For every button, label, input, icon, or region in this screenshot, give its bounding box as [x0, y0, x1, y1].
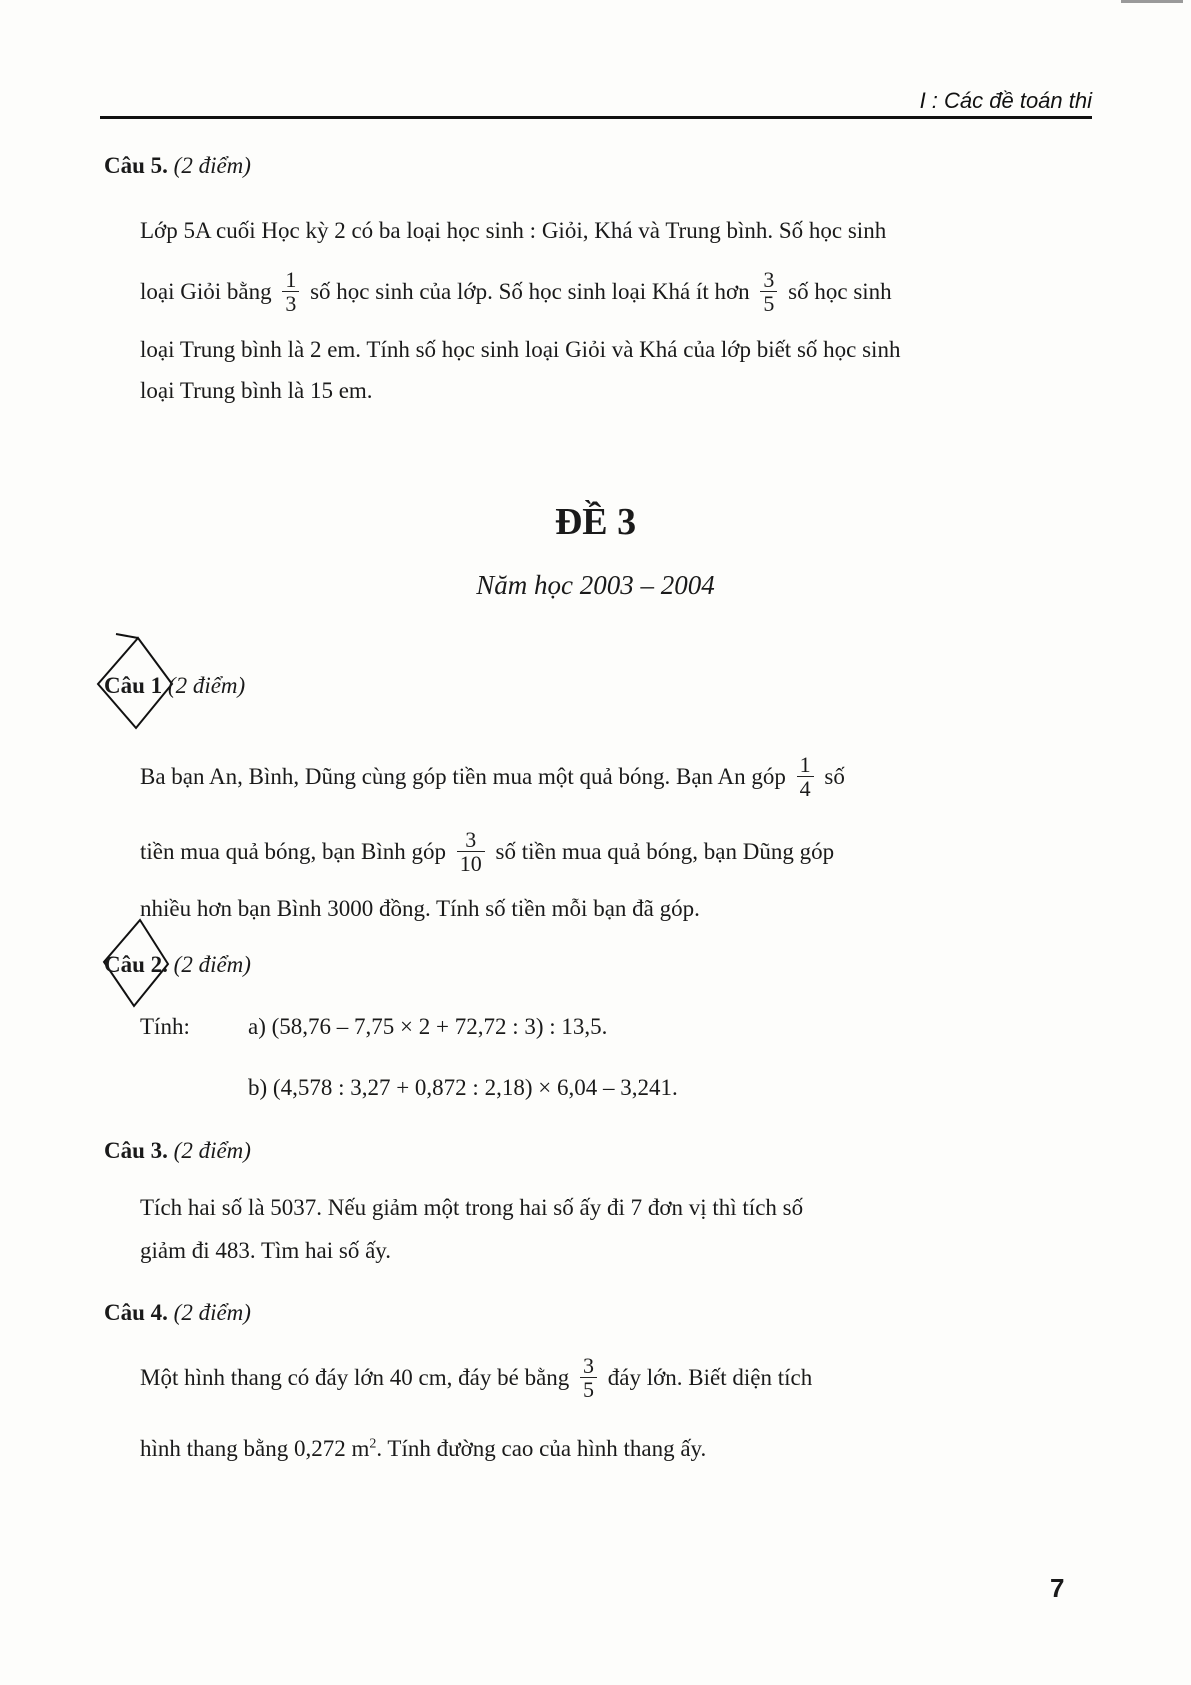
fraction-numerator: 1	[282, 268, 299, 292]
fraction	[580, 1354, 597, 1401]
q1-line-2	[140, 827, 835, 877]
fraction	[282, 268, 299, 315]
text-span: Ba bạn An, Bình, Dũng cùng góp tiền mua một quả bóng. Bạn An góp	[140, 763, 786, 789]
text-span: số học sinh	[788, 278, 892, 304]
fraction	[760, 268, 777, 315]
fraction	[457, 828, 485, 875]
text-span: đáy lớn. Biết diện tích	[607, 1364, 813, 1390]
q1-line-1	[140, 752, 845, 802]
q2-part-a: a) (58,76 – 7,75 × 2 + 72,72 : 3) : 13,5.	[248, 1014, 608, 1039]
fraction-denominator: 5	[763, 291, 775, 317]
q2-prefix: Tính:	[140, 1014, 190, 1039]
question-1-heading	[104, 673, 245, 699]
question-points: (2 điểm)	[173, 153, 251, 178]
q4-line-2	[140, 1436, 706, 1462]
q5-line-3: loại Trung bình là 2 em. Tính số học sinh loại Giỏi và Khá của lớp biết số học sinh	[140, 337, 901, 362]
text-span: số	[824, 763, 845, 789]
q2-part-b: b) (4,578 : 3,27 + 0,872 : 2,18) × 6,04 – 3,241.	[248, 1075, 678, 1100]
question-2-heading	[104, 952, 251, 978]
q5-line-2	[140, 267, 892, 317]
q4-line-1	[140, 1353, 813, 1403]
text-span: hình thang bằng 0,272 m	[140, 1436, 370, 1461]
question-3-heading	[104, 1138, 251, 1164]
q3-line-1: Tích hai số là 5037. Nếu giảm một trong hai số ấy đi 7 đơn vị thì tích số	[140, 1195, 804, 1220]
q3-line-2: giảm đi 483. Tìm hai số ấy.	[140, 1238, 392, 1263]
question-points: (2 điểm)	[167, 673, 246, 698]
q5-line-4: loại Trung bình là 15 em.	[140, 378, 373, 403]
fraction-denominator: 10	[459, 851, 482, 877]
question-5-heading	[104, 153, 251, 179]
exam-title: ĐỀ 3	[554, 501, 637, 543]
text-span: số tiền mua quả bóng, bạn Dũng góp	[495, 838, 835, 864]
q5-line-1: Lớp 5A cuối Học kỳ 2 có ba loại học sinh : Giỏi, Khá và Trung bình. Số học sinh	[140, 218, 887, 243]
fraction	[797, 753, 814, 800]
fraction-numerator: 1	[797, 753, 814, 777]
text-span: . Tính đường cao của hình thang ấy.	[376, 1436, 707, 1461]
header-rule	[100, 116, 1092, 119]
question-label: Câu 3.	[104, 1138, 168, 1163]
superscript: 2	[369, 1436, 377, 1452]
question-label: Câu 4.	[104, 1300, 168, 1325]
fraction-numerator: 3	[760, 268, 777, 292]
question-points: (2 điểm)	[173, 1138, 251, 1163]
text-span: tiền mua quả bóng, bạn Bình góp	[140, 838, 446, 864]
question-label: Câu 2.	[104, 952, 168, 977]
text-span: Một hình thang có đáy lớn 40 cm, đáy bé bằng	[140, 1364, 570, 1390]
question-label: Câu 5.	[104, 153, 168, 178]
fraction-denominator: 5	[583, 1377, 595, 1403]
scan-edge-mark	[1121, 0, 1183, 3]
fraction-numerator: 3	[457, 828, 485, 852]
exam-year: Năm học 2003 – 2004	[476, 570, 715, 600]
question-label: Câu 1	[104, 673, 163, 698]
q1-line-3: nhiều hơn bạn Bình 3000 đồng. Tính số tiền mỗi bạn đã góp.	[140, 896, 700, 921]
question-4-heading	[104, 1300, 251, 1326]
text-span: số học sinh của lớp. Số học sinh loại Khá ít hơn	[310, 278, 750, 304]
text-span: loại Giỏi bằng	[140, 278, 272, 304]
question-points: (2 điểm)	[173, 952, 251, 977]
fraction-denominator: 4	[799, 776, 811, 802]
running-header: I : Các đề toán thi	[919, 88, 1092, 113]
fraction-numerator: 3	[580, 1354, 597, 1378]
question-points: (2 điểm)	[173, 1300, 251, 1325]
page-number: 7	[1050, 1573, 1065, 1603]
fraction-denominator: 3	[285, 291, 297, 317]
